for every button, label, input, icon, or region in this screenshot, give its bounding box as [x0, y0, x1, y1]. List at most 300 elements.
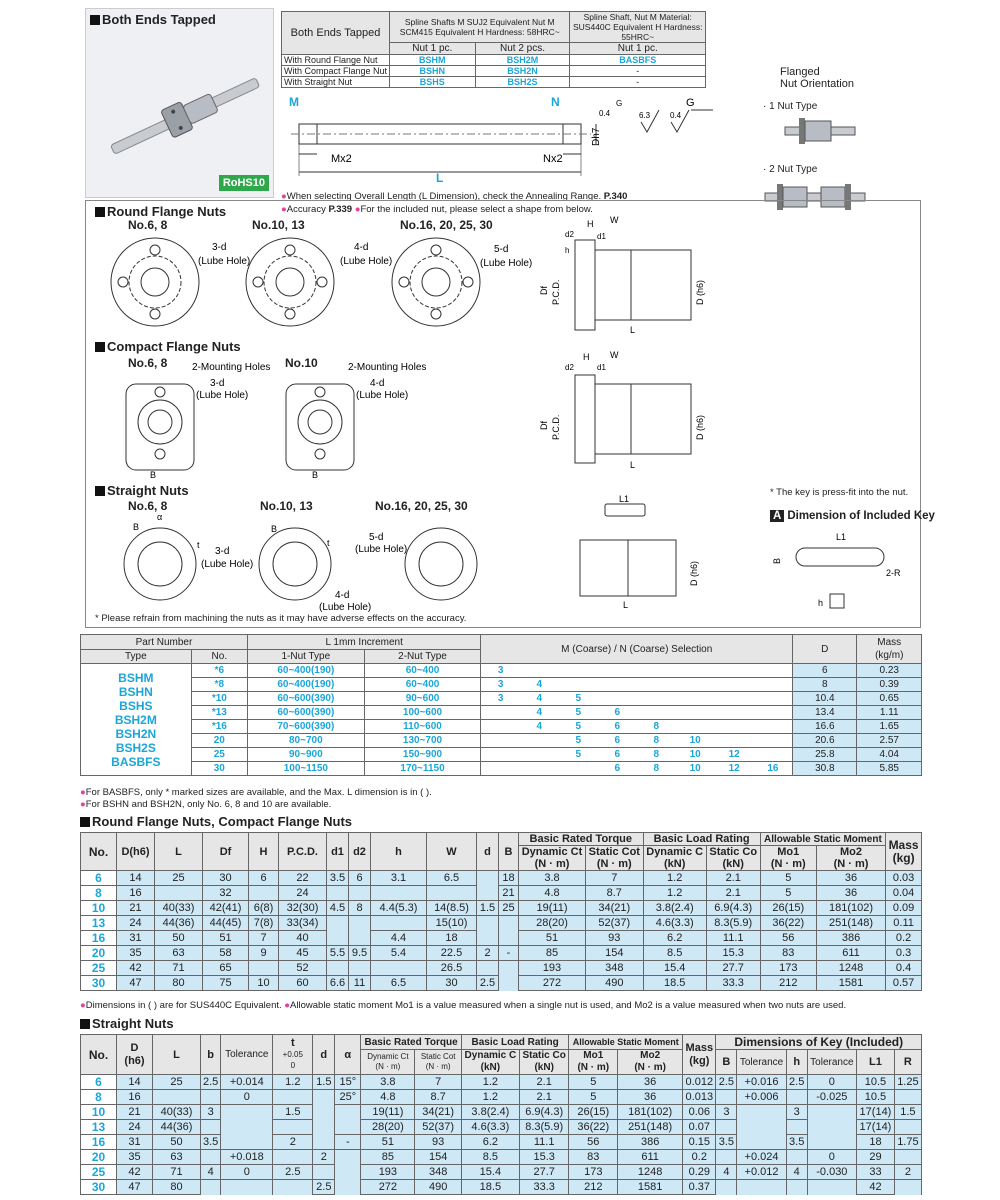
cell: 51	[203, 931, 249, 946]
cell	[481, 762, 520, 776]
cell: 0.11	[886, 916, 922, 931]
cell: 7(8)	[249, 916, 279, 931]
cell: 36	[618, 1090, 683, 1105]
b-label: B	[312, 470, 319, 480]
cell	[637, 706, 676, 720]
cell: 272	[519, 976, 586, 991]
sub-header: Nut 2 pcs.	[475, 43, 570, 55]
header: Tolerance	[737, 1050, 787, 1075]
cell: 0.29	[683, 1165, 716, 1180]
cell: 32(30)	[279, 901, 327, 916]
round-flange-side-view	[535, 215, 715, 340]
cell: 19(11)	[361, 1105, 415, 1120]
cell	[715, 664, 754, 678]
cell: 24	[279, 886, 327, 901]
cell: 25	[191, 748, 247, 762]
header: Allowable Static Moment	[569, 1035, 683, 1050]
cell	[201, 1120, 221, 1135]
cell: 4	[520, 692, 559, 706]
cell	[327, 961, 349, 976]
cell	[894, 1150, 921, 1165]
cell: 11	[349, 976, 371, 991]
cell: 85	[519, 946, 586, 961]
cell	[807, 1135, 857, 1150]
header: 1-Nut Type	[247, 650, 364, 664]
cell: 34(21)	[585, 901, 643, 916]
header: Mo1 (N · m)	[760, 846, 816, 871]
type-table-header-2: Spline Shafts M SUJ2 Equivalent Nut M SCM415 Equivalent H Hardness: 58HRC~	[390, 12, 570, 43]
row-label: With Straight Nut	[282, 77, 390, 88]
cell: 1.5	[894, 1105, 921, 1120]
table-row	[81, 1150, 922, 1165]
cell: 80	[155, 976, 203, 991]
cell	[754, 678, 793, 692]
cell	[313, 1120, 335, 1135]
row-label: With Compact Flange Nut	[282, 66, 390, 77]
cell: 20.6	[793, 734, 857, 748]
cell: 6.9(4.3)	[519, 1105, 569, 1120]
cell: *8	[191, 678, 247, 692]
table-row	[81, 871, 922, 886]
part-link[interactable]: BSH2S	[475, 77, 570, 88]
cell: 70~600(390)	[247, 720, 364, 734]
header: L 1mm Increment	[247, 635, 480, 650]
cell: 0.012	[683, 1075, 716, 1090]
cell: 1.65	[857, 720, 922, 734]
cell: 490	[585, 976, 643, 991]
cell	[273, 1120, 313, 1135]
df-label: Df	[539, 286, 549, 295]
lube-label: (Lube Hole)	[480, 258, 533, 269]
table-row	[81, 901, 922, 916]
cell	[716, 1090, 737, 1105]
part-link[interactable]: BSH2M	[475, 55, 570, 66]
table-row	[81, 734, 922, 748]
cell: 51	[361, 1135, 415, 1150]
cell: 22.5	[427, 946, 477, 961]
cell: 4.6(3.3)	[643, 916, 706, 931]
row-label: With Round Flange Nut	[282, 55, 390, 66]
part-link[interactable]: BSHM	[390, 55, 475, 66]
hole-label: 3-d	[212, 242, 227, 253]
cell: 10	[676, 734, 715, 748]
cell: 0.2	[886, 931, 922, 946]
cell	[349, 931, 371, 946]
part-link[interactable]: BSH2N	[475, 66, 570, 77]
cell: 10	[249, 976, 279, 991]
header: D(h6)	[117, 833, 155, 871]
cell: 11.1	[706, 931, 760, 946]
header: h	[786, 1050, 807, 1075]
cell: 42(41)	[203, 901, 249, 916]
cell: 18	[857, 1135, 895, 1150]
row-number: 10	[81, 1105, 117, 1120]
cell: *16	[191, 720, 247, 734]
straight-nuts-title: Straight Nuts	[95, 483, 189, 498]
cell: 15.4	[461, 1165, 519, 1180]
cell: 33(34)	[279, 916, 327, 931]
cell: *13	[191, 706, 247, 720]
cell: 25	[499, 901, 519, 916]
header: Dimensions of Key (Included)	[716, 1035, 922, 1050]
cell: 3.8	[361, 1075, 415, 1090]
cell: 0.65	[857, 692, 922, 706]
row-number: 8	[81, 1090, 117, 1105]
cell: 0	[807, 1150, 857, 1165]
d1-label: d1	[597, 232, 606, 241]
table-row	[81, 916, 922, 931]
l1-label: L1	[836, 532, 847, 542]
cell: 2	[894, 1165, 921, 1180]
header: Tolerance	[807, 1050, 857, 1075]
cell: 26(15)	[760, 901, 816, 916]
cell	[201, 1180, 221, 1195]
cell: 36	[816, 886, 885, 901]
cell: 24	[117, 916, 155, 931]
cell: 5.4	[371, 946, 427, 961]
cell: 1.5	[273, 1105, 313, 1120]
cell: 8.7	[415, 1090, 461, 1105]
table-row	[81, 1120, 922, 1135]
row-number: 20	[81, 1150, 117, 1165]
cell: 16.6	[793, 720, 857, 734]
cell: 7	[585, 871, 643, 886]
two-nut-label: · 2 Nut Type	[763, 164, 818, 175]
cell	[221, 1135, 273, 1150]
cell: 0.06	[683, 1105, 716, 1120]
cell	[520, 762, 559, 776]
cell: 100~600	[364, 706, 481, 720]
straight-label: No.6, 8	[128, 499, 168, 513]
hole-label: 4-d	[354, 242, 369, 253]
cell: 60~600(390)	[247, 692, 364, 706]
cell	[637, 678, 676, 692]
cell	[520, 748, 559, 762]
cell: 2.1	[519, 1075, 569, 1090]
cell: 16	[117, 1090, 153, 1105]
cell: 28(20)	[519, 916, 586, 931]
cell: +0.024	[737, 1150, 787, 1165]
cell: 30	[191, 762, 247, 776]
flange-note: ●Dimensions in ( ) are for SUS440C Equivalent. ●Allowable static moment Mo1 is a value measured when a single nut is used, and Mo2 is a value measured when two nuts are used.	[80, 1000, 847, 1011]
cell: 20	[191, 734, 247, 748]
cell	[477, 871, 499, 886]
table-row	[81, 931, 922, 946]
cell: 8	[637, 720, 676, 734]
cell: 4.8	[519, 886, 586, 901]
m-label: M	[289, 95, 299, 109]
cell	[807, 1120, 857, 1135]
row-number: 13	[81, 916, 117, 931]
cell	[327, 886, 349, 901]
cell: 8	[793, 678, 857, 692]
cell: 18.5	[643, 976, 706, 991]
cell: 0.013	[683, 1090, 716, 1105]
cell	[221, 1180, 273, 1195]
cell: 31	[117, 931, 155, 946]
cell: 31	[117, 1135, 153, 1150]
cell	[676, 678, 715, 692]
header: B	[499, 833, 519, 871]
table-row	[81, 1090, 922, 1105]
cell: 30	[427, 976, 477, 991]
part-note-2: ●For BSHN and BSH2N, only No. 6, 8 and 10 are available.	[80, 799, 332, 810]
header: d1	[327, 833, 349, 871]
lube-label: (Lube Hole)	[356, 390, 409, 401]
cell: 154	[415, 1150, 461, 1165]
cell: 50	[153, 1135, 201, 1150]
cell: 6.5	[427, 871, 477, 886]
header: t +0.05 0	[273, 1035, 313, 1075]
cell	[327, 931, 349, 946]
t-label: t	[327, 538, 330, 548]
straight-side-view	[575, 494, 705, 612]
one-nut-icon	[785, 114, 855, 148]
cell: 21	[117, 1105, 153, 1120]
cell: 181(102)	[816, 901, 885, 916]
cell: 173	[569, 1165, 618, 1180]
cell: 15.3	[519, 1150, 569, 1165]
cell: 251(148)	[816, 916, 885, 931]
cell	[637, 664, 676, 678]
cell: 65	[203, 961, 249, 976]
table-row	[81, 961, 922, 976]
b-label: B	[150, 470, 157, 480]
part-note-1: ●For BASBFS, only * marked sizes are available, and the Max. L dimension is in ( ).	[80, 787, 432, 798]
cell	[481, 720, 520, 734]
cell: 63	[155, 946, 203, 961]
compact-label: No.10	[285, 356, 318, 370]
header: D	[793, 635, 857, 664]
b-label: B	[772, 557, 782, 564]
header: 2-Nut Type	[364, 650, 481, 664]
round-label: No.6, 8	[128, 218, 168, 232]
row-number: 6	[81, 1075, 117, 1090]
cell: 0.03	[886, 871, 922, 886]
cell	[349, 886, 371, 901]
part-link[interactable]: BASBFS	[570, 55, 706, 66]
cell: 36(22)	[569, 1120, 618, 1135]
sub-header: Nut 1 pc.	[390, 43, 475, 55]
round-label: No.16, 20, 25, 30	[400, 218, 493, 232]
lube-label: (Lube Hole)	[355, 544, 408, 555]
cell	[754, 664, 793, 678]
alpha-label: α	[157, 512, 163, 522]
cell: 5	[569, 1075, 618, 1090]
l-label: L	[436, 171, 444, 185]
cell: 44(36)	[153, 1120, 201, 1135]
cell: 6	[598, 762, 637, 776]
cell	[894, 1090, 921, 1105]
cell: 4.04	[857, 748, 922, 762]
cell: 75	[203, 976, 249, 991]
cell	[201, 1150, 221, 1165]
header: W	[427, 833, 477, 871]
cell: 386	[618, 1135, 683, 1150]
cell	[716, 1180, 737, 1195]
table-row	[81, 748, 922, 762]
cell: 4	[520, 706, 559, 720]
header: Allowable Static Moment	[760, 833, 886, 846]
cell	[598, 692, 637, 706]
row-number: 13	[81, 1120, 117, 1135]
cell: 8	[349, 901, 371, 916]
h-label: h	[818, 598, 824, 608]
lube-label: (Lube Hole)	[201, 559, 254, 570]
header: Part Number	[81, 635, 248, 650]
cell: 3.8(2.4)	[461, 1105, 519, 1120]
cell	[598, 678, 637, 692]
cell: 2.1	[706, 871, 760, 886]
cell: 90~900	[247, 748, 364, 762]
cell: +0.014	[221, 1075, 273, 1090]
cell	[273, 1150, 313, 1165]
cell: 12	[715, 748, 754, 762]
cell: 15.3	[706, 946, 760, 961]
cell: 5	[760, 871, 816, 886]
header: d	[313, 1035, 335, 1075]
cell: 14(8.5)	[427, 901, 477, 916]
cell	[676, 692, 715, 706]
cell: 85	[361, 1150, 415, 1165]
row-number: 16	[81, 931, 117, 946]
row-number: 8	[81, 886, 117, 901]
cell: 170~1150	[364, 762, 481, 776]
cell	[786, 1120, 807, 1135]
one-nut-label: · 1 Nut Type	[763, 101, 818, 112]
d2-label: d2	[565, 230, 574, 239]
w-label: W	[610, 215, 619, 225]
key-drawing	[770, 528, 910, 618]
cell: 0.37	[683, 1180, 716, 1195]
cell: 7	[415, 1075, 461, 1090]
cell: 60~400	[364, 678, 481, 692]
cell	[737, 1180, 787, 1195]
cell: 51	[519, 931, 586, 946]
header: H	[249, 833, 279, 871]
type-table-header-1: Both Ends Tapped	[282, 12, 390, 55]
cell	[349, 961, 371, 976]
header: No.	[81, 1035, 117, 1075]
cell: 56	[760, 931, 816, 946]
cell: 212	[569, 1180, 618, 1195]
cell	[715, 734, 754, 748]
header: Mo2 (N · m)	[618, 1050, 683, 1075]
cell: 32	[203, 886, 249, 901]
cell	[335, 1165, 361, 1180]
cell: 36	[618, 1075, 683, 1090]
header: Mass (kg/m)	[857, 635, 922, 664]
cell: 93	[585, 931, 643, 946]
table-row	[81, 1075, 922, 1090]
type-table	[281, 11, 706, 88]
header: P.C.D.	[279, 833, 327, 871]
dh6-label: D (h6)	[689, 560, 699, 586]
cell	[371, 886, 427, 901]
table-row	[81, 678, 922, 692]
cell: 35	[117, 946, 155, 961]
straight-nut-drawings	[105, 512, 485, 617]
cell: 47	[117, 976, 155, 991]
cell: 4	[520, 720, 559, 734]
header: Tolerance	[221, 1035, 273, 1075]
sub-header: Nut 1 pc.	[570, 43, 706, 55]
cell: 5	[559, 734, 598, 748]
cell: +0.016	[737, 1075, 787, 1090]
cell	[737, 1105, 787, 1120]
cell: 0	[221, 1165, 273, 1180]
cell: 50	[155, 931, 203, 946]
cell: *6	[191, 664, 247, 678]
r-label: 2-R	[886, 568, 901, 578]
cell: 251(148)	[618, 1120, 683, 1135]
cell: -	[335, 1135, 361, 1150]
cell: 9	[249, 946, 279, 961]
h-label: H	[583, 352, 590, 362]
g-label: G	[686, 97, 695, 109]
cell: 0.57	[886, 976, 922, 991]
header: Static Co (kN)	[706, 846, 760, 871]
cell: 12	[715, 762, 754, 776]
cell	[598, 664, 637, 678]
cell: 0	[221, 1090, 273, 1105]
compact-flange-drawings	[110, 360, 430, 480]
header: Mass (kg)	[886, 833, 922, 871]
header: No.	[191, 650, 247, 664]
cell: 16	[754, 762, 793, 776]
cell	[313, 1135, 335, 1150]
cell	[559, 762, 598, 776]
header: Basic Rated Torque	[519, 833, 644, 846]
type-table-header-3: Spline Shaft, Nut M Material: SUS440C Equivalent H Hardness: 55HRC~	[570, 12, 706, 43]
cell: 611	[816, 946, 885, 961]
cell: 1581	[618, 1180, 683, 1195]
mounting-label: 2-Mounting Holes	[192, 362, 271, 373]
nx2-label: Nx2	[543, 153, 563, 165]
cell: -	[570, 77, 706, 88]
part-link[interactable]: BSHN	[390, 66, 475, 77]
cell	[477, 961, 499, 976]
cell: 3.5	[716, 1135, 737, 1150]
cell: 30	[203, 871, 249, 886]
cell	[894, 1120, 921, 1135]
cell: 26.5	[427, 961, 477, 976]
cell: 1.2	[643, 871, 706, 886]
header: Mo2 (N · m)	[816, 846, 885, 871]
key-note: * The key is press-fit into the nut.	[770, 487, 909, 498]
b-label: B	[271, 524, 278, 534]
w-label: W	[610, 350, 619, 360]
cell: 60~400(190)	[247, 678, 364, 692]
cell: 1.5	[313, 1075, 335, 1090]
cell: 212	[760, 976, 816, 991]
cell: 0.2	[683, 1150, 716, 1165]
cell: 17(14)	[857, 1105, 895, 1120]
cell: 10.4	[793, 692, 857, 706]
h-small-label: h	[565, 246, 570, 255]
cell: 25	[155, 871, 203, 886]
cell: 0	[807, 1075, 857, 1090]
cell: 0.15	[683, 1135, 716, 1150]
header: Basic Rated Torque	[361, 1035, 462, 1050]
part-link[interactable]: BSHS	[390, 77, 475, 88]
header: D (h6)	[117, 1035, 153, 1075]
cell: 52(37)	[585, 916, 643, 931]
cell: 44(45)	[203, 916, 249, 931]
roughness: 0.4	[599, 109, 611, 118]
header: B	[716, 1050, 737, 1075]
header: d2	[349, 833, 371, 871]
